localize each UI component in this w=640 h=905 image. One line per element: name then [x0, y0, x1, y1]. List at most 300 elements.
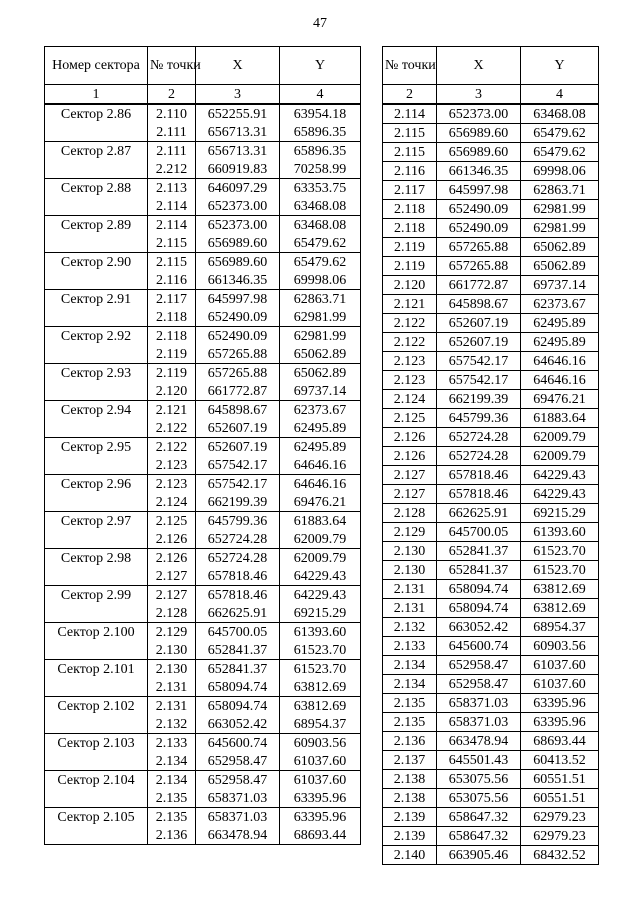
- table-row: [383, 181, 599, 200]
- table-row: [45, 604, 361, 623]
- sector-cell: [45, 493, 148, 512]
- table-row: [45, 104, 361, 123]
- point-cell: 2.116: [383, 162, 437, 181]
- table-row: [45, 123, 361, 142]
- point-cell: 2.134: [383, 656, 437, 675]
- sector-cell: Сектор 2.89: [45, 216, 148, 235]
- point-cell: 2.123: [383, 352, 437, 371]
- point-cell: 2.137: [383, 751, 437, 770]
- point-cell: 2.136: [148, 826, 196, 845]
- x-cell: 652490.09: [196, 308, 280, 327]
- point-cell: 2.131: [148, 697, 196, 716]
- y-cell: 62863.71: [521, 181, 599, 200]
- point-cell: 2.121: [383, 295, 437, 314]
- sector-cell: Сектор 2.105: [45, 808, 148, 827]
- point-cell: 2.127: [383, 466, 437, 485]
- table-row: [45, 641, 361, 660]
- point-cell: 2.130: [148, 641, 196, 660]
- table-row: [383, 599, 599, 618]
- y-cell: 69998.06: [280, 271, 361, 290]
- table-row: [45, 234, 361, 253]
- x-cell: 663905.46: [437, 846, 521, 865]
- table-row: [383, 295, 599, 314]
- x-cell: 657265.88: [196, 345, 280, 364]
- y-cell: 62009.79: [521, 428, 599, 447]
- y-cell: 69215.29: [280, 604, 361, 623]
- x-cell: 657818.46: [437, 485, 521, 504]
- point-cell: 2.135: [148, 808, 196, 827]
- table-row: [45, 401, 361, 420]
- point-cell: 2.131: [383, 580, 437, 599]
- y-cell: 64646.16: [280, 475, 361, 494]
- sector-cell: [45, 308, 148, 327]
- table-row: [45, 826, 361, 845]
- point-cell: 2.128: [148, 604, 196, 623]
- y-cell: 64646.16: [521, 371, 599, 390]
- y-cell: 65062.89: [280, 364, 361, 383]
- header-y: Y: [521, 47, 599, 85]
- header-col-number: 2: [383, 85, 437, 105]
- y-cell: 61523.70: [521, 561, 599, 580]
- y-cell: 64229.43: [521, 485, 599, 504]
- y-cell: 65896.35: [280, 123, 361, 142]
- table-row: [45, 808, 361, 827]
- x-cell: 652373.00: [437, 104, 521, 124]
- sector-cell: Сектор 2.102: [45, 697, 148, 716]
- header-x: X: [437, 47, 521, 85]
- y-cell: 62373.67: [280, 401, 361, 420]
- y-cell: 68954.37: [280, 715, 361, 734]
- sector-cell: Сектор 2.86: [45, 104, 148, 123]
- y-cell: 60551.51: [521, 770, 599, 789]
- x-cell: 658371.03: [437, 694, 521, 713]
- point-cell: 2.130: [383, 542, 437, 561]
- point-cell: 2.139: [383, 808, 437, 827]
- y-cell: 62495.89: [280, 419, 361, 438]
- x-cell: 662199.39: [196, 493, 280, 512]
- y-cell: 60413.52: [521, 751, 599, 770]
- point-cell: 2.123: [383, 371, 437, 390]
- point-cell: 2.129: [383, 523, 437, 542]
- y-cell: 65062.89: [521, 238, 599, 257]
- x-cell: 652607.19: [437, 314, 521, 333]
- point-cell: 2.118: [383, 219, 437, 238]
- point-cell: 2.113: [148, 179, 196, 198]
- y-cell: 63468.08: [280, 216, 361, 235]
- sector-cell: [45, 345, 148, 364]
- point-cell: 2.127: [148, 567, 196, 586]
- table-row: [45, 771, 361, 790]
- y-cell: 63812.69: [280, 678, 361, 697]
- x-cell: 662625.91: [196, 604, 280, 623]
- point-cell: 2.120: [383, 276, 437, 295]
- x-cell: 653075.56: [437, 770, 521, 789]
- table-row: [383, 143, 599, 162]
- y-cell: 61883.64: [521, 409, 599, 428]
- x-cell: 656989.60: [437, 143, 521, 162]
- point-cell: 2.122: [383, 333, 437, 352]
- point-cell: 2.135: [148, 789, 196, 808]
- x-cell: 657265.88: [437, 257, 521, 276]
- point-cell: 2.126: [383, 428, 437, 447]
- header-col-number: 4: [521, 85, 599, 105]
- sector-cell: [45, 419, 148, 438]
- table-row: [45, 253, 361, 272]
- y-cell: 62981.99: [280, 308, 361, 327]
- x-cell: 658094.74: [437, 599, 521, 618]
- point-cell: 2.124: [148, 493, 196, 512]
- y-cell: 63395.96: [521, 694, 599, 713]
- table-row: [45, 530, 361, 549]
- x-cell: 645600.74: [437, 637, 521, 656]
- y-cell: 62979.23: [521, 808, 599, 827]
- table-row: [45, 715, 361, 734]
- table-row: [45, 567, 361, 586]
- y-cell: 63812.69: [521, 599, 599, 618]
- table-row: [45, 308, 361, 327]
- x-cell: 657542.17: [196, 456, 280, 475]
- x-cell: 652373.00: [196, 216, 280, 235]
- table-row: [45, 382, 361, 401]
- sector-cell: Сектор 2.93: [45, 364, 148, 383]
- sector-cell: [45, 641, 148, 660]
- table-row: [45, 179, 361, 198]
- point-cell: 2.131: [148, 678, 196, 697]
- x-cell: 652841.37: [437, 542, 521, 561]
- sector-cell: Сектор 2.88: [45, 179, 148, 198]
- y-cell: 64646.16: [521, 352, 599, 371]
- sector-cell: [45, 382, 148, 401]
- y-cell: 61523.70: [280, 641, 361, 660]
- point-cell: 2.115: [148, 234, 196, 253]
- point-cell: 2.115: [383, 143, 437, 162]
- x-cell: 662199.39: [437, 390, 521, 409]
- table-row: [45, 678, 361, 697]
- y-cell: 62981.99: [521, 219, 599, 238]
- x-cell: 652958.47: [196, 771, 280, 790]
- y-cell: 61523.70: [521, 542, 599, 561]
- x-cell: 645799.36: [437, 409, 521, 428]
- sector-cell: Сектор 2.103: [45, 734, 148, 753]
- point-cell: 2.127: [383, 485, 437, 504]
- point-cell: 2.134: [383, 675, 437, 694]
- sector-cell: Сектор 2.87: [45, 142, 148, 161]
- y-cell: 68954.37: [521, 618, 599, 637]
- table-row: [383, 694, 599, 713]
- table-row: [383, 542, 599, 561]
- y-cell: 65479.62: [280, 253, 361, 272]
- table-row: [383, 732, 599, 751]
- table-row: [383, 504, 599, 523]
- x-cell: 652724.28: [437, 447, 521, 466]
- point-cell: 2.129: [148, 623, 196, 642]
- table-row: [383, 618, 599, 637]
- y-cell: 62009.79: [280, 530, 361, 549]
- table-row: [45, 197, 361, 216]
- table-row: [383, 219, 599, 238]
- y-cell: 62495.89: [280, 438, 361, 457]
- header-point: № точки: [383, 47, 437, 85]
- table-row: [383, 104, 599, 124]
- sector-cell: [45, 567, 148, 586]
- point-cell: 2.116: [148, 271, 196, 290]
- table-row: [45, 475, 361, 494]
- x-cell: 652724.28: [196, 530, 280, 549]
- y-cell: 62863.71: [280, 290, 361, 309]
- point-cell: 2.115: [383, 124, 437, 143]
- point-cell: 2.125: [148, 512, 196, 531]
- y-cell: 60903.56: [280, 734, 361, 753]
- x-cell: 661772.87: [437, 276, 521, 295]
- y-cell: 63395.96: [280, 808, 361, 827]
- y-cell: 69215.29: [521, 504, 599, 523]
- x-cell: 657265.88: [437, 238, 521, 257]
- table-row: [383, 656, 599, 675]
- x-cell: 663052.42: [437, 618, 521, 637]
- sector-cell: Сектор 2.91: [45, 290, 148, 309]
- x-cell: 661772.87: [196, 382, 280, 401]
- x-cell: 661346.35: [196, 271, 280, 290]
- x-cell: 645799.36: [196, 512, 280, 531]
- x-cell: 652607.19: [196, 438, 280, 457]
- sector-cell: [45, 234, 148, 253]
- sector-cell: [45, 826, 148, 845]
- y-cell: 62495.89: [521, 333, 599, 352]
- header-col-number: 1: [45, 85, 148, 105]
- point-cell: 2.133: [148, 734, 196, 753]
- table-row: [45, 438, 361, 457]
- y-cell: 62979.23: [521, 827, 599, 846]
- sector-cell: [45, 604, 148, 623]
- x-cell: 658371.03: [196, 789, 280, 808]
- sector-cell: Сектор 2.101: [45, 660, 148, 679]
- point-cell: 2.111: [148, 123, 196, 142]
- table-row: [383, 352, 599, 371]
- x-cell: 658094.74: [196, 697, 280, 716]
- x-cell: 657542.17: [437, 352, 521, 371]
- x-cell: 663052.42: [196, 715, 280, 734]
- point-cell: 2.123: [148, 475, 196, 494]
- header-x: X: [196, 47, 280, 85]
- point-cell: 2.132: [383, 618, 437, 637]
- y-cell: 68693.44: [280, 826, 361, 845]
- point-cell: 2.114: [383, 104, 437, 124]
- table-row: [45, 456, 361, 475]
- point-cell: 2.135: [383, 694, 437, 713]
- point-cell: 2.119: [148, 364, 196, 383]
- table-row: [383, 789, 599, 808]
- x-cell: 657818.46: [196, 586, 280, 605]
- x-cell: 652607.19: [437, 333, 521, 352]
- table-row: [383, 580, 599, 599]
- table-row: [383, 333, 599, 352]
- table-row: [383, 846, 599, 865]
- point-cell: 2.212: [148, 160, 196, 179]
- x-cell: 657265.88: [196, 364, 280, 383]
- x-cell: 645898.67: [196, 401, 280, 420]
- table-row: [383, 751, 599, 770]
- sector-cell: Сектор 2.99: [45, 586, 148, 605]
- point-cell: 2.118: [383, 200, 437, 219]
- y-cell: 61037.60: [521, 656, 599, 675]
- point-cell: 2.126: [148, 530, 196, 549]
- sector-cell: [45, 456, 148, 475]
- table-row: [383, 675, 599, 694]
- x-cell: 658371.03: [196, 808, 280, 827]
- x-cell: 652490.09: [437, 219, 521, 238]
- point-cell: 2.120: [148, 382, 196, 401]
- y-cell: 61523.70: [280, 660, 361, 679]
- page-number: 47: [313, 16, 327, 31]
- x-cell: 657818.46: [196, 567, 280, 586]
- point-cell: 2.130: [148, 660, 196, 679]
- table-row: [45, 697, 361, 716]
- y-cell: 64646.16: [280, 456, 361, 475]
- y-cell: 63812.69: [521, 580, 599, 599]
- sector-cell: [45, 752, 148, 771]
- point-cell: 2.117: [383, 181, 437, 200]
- point-cell: 2.124: [383, 390, 437, 409]
- x-cell: 652841.37: [196, 641, 280, 660]
- sector-cell: Сектор 2.104: [45, 771, 148, 790]
- table-row: [383, 637, 599, 656]
- y-cell: 69737.14: [521, 276, 599, 295]
- point-cell: 2.126: [383, 447, 437, 466]
- header-y: Y: [280, 47, 361, 85]
- sector-cell: [45, 271, 148, 290]
- table-row: [383, 428, 599, 447]
- y-cell: 61883.64: [280, 512, 361, 531]
- y-cell: 69476.21: [280, 493, 361, 512]
- point-cell: 2.119: [383, 257, 437, 276]
- table-row: [383, 409, 599, 428]
- point-cell: 2.128: [383, 504, 437, 523]
- point-cell: 2.127: [148, 586, 196, 605]
- x-cell: 652958.47: [437, 675, 521, 694]
- y-cell: 63395.96: [521, 713, 599, 732]
- x-cell: 653075.56: [437, 789, 521, 808]
- y-cell: 62495.89: [521, 314, 599, 333]
- y-cell: 62009.79: [521, 447, 599, 466]
- table-row: [383, 466, 599, 485]
- point-cell: 2.138: [383, 770, 437, 789]
- y-cell: 69476.21: [521, 390, 599, 409]
- table-row: [383, 808, 599, 827]
- x-cell: 646097.29: [196, 179, 280, 198]
- point-cell: 2.118: [148, 308, 196, 327]
- header-col-number: 2: [148, 85, 196, 105]
- y-cell: 65062.89: [521, 257, 599, 276]
- point-cell: 2.134: [148, 752, 196, 771]
- x-cell: 645700.05: [437, 523, 521, 542]
- point-cell: 2.130: [383, 561, 437, 580]
- x-cell: 658647.32: [437, 808, 521, 827]
- y-cell: 63812.69: [280, 697, 361, 716]
- header-col-number: 3: [196, 85, 280, 105]
- sector-cell: Сектор 2.97: [45, 512, 148, 531]
- x-cell: 657818.46: [437, 466, 521, 485]
- sector-cell: [45, 530, 148, 549]
- point-cell: 2.133: [383, 637, 437, 656]
- x-cell: 652490.09: [196, 327, 280, 346]
- table-row: [45, 660, 361, 679]
- y-cell: 62009.79: [280, 549, 361, 568]
- x-cell: 645997.98: [437, 181, 521, 200]
- table-row: [383, 523, 599, 542]
- y-cell: 61037.60: [280, 752, 361, 771]
- table-row: [383, 257, 599, 276]
- y-cell: 63954.18: [280, 104, 361, 123]
- y-cell: 64229.43: [521, 466, 599, 485]
- y-cell: 65062.89: [280, 345, 361, 364]
- point-cell: 2.118: [148, 327, 196, 346]
- point-cell: 2.119: [383, 238, 437, 257]
- x-cell: 652607.19: [196, 419, 280, 438]
- point-cell: 2.111: [148, 142, 196, 161]
- point-cell: 2.119: [148, 345, 196, 364]
- x-cell: 662625.91: [437, 504, 521, 523]
- y-cell: 63395.96: [280, 789, 361, 808]
- point-cell: 2.115: [148, 253, 196, 272]
- sector-cell: [45, 789, 148, 808]
- x-cell: 661346.35: [437, 162, 521, 181]
- point-cell: 2.134: [148, 771, 196, 790]
- x-cell: 656713.31: [196, 123, 280, 142]
- point-cell: 2.136: [383, 732, 437, 751]
- table-row: [45, 549, 361, 568]
- point-cell: 2.131: [383, 599, 437, 618]
- point-cell: 2.140: [383, 846, 437, 865]
- x-cell: 652841.37: [437, 561, 521, 580]
- y-cell: 61037.60: [280, 771, 361, 790]
- y-cell: 62981.99: [521, 200, 599, 219]
- x-cell: 656989.60: [196, 253, 280, 272]
- y-cell: 68693.44: [521, 732, 599, 751]
- x-cell: 660919.83: [196, 160, 280, 179]
- sector-cell: Сектор 2.95: [45, 438, 148, 457]
- table-row: [383, 314, 599, 333]
- sector-cell: Сектор 2.98: [45, 549, 148, 568]
- x-cell: 652373.00: [196, 197, 280, 216]
- table-row: [383, 447, 599, 466]
- table-row: [383, 238, 599, 257]
- table-row: [45, 216, 361, 235]
- sector-cell: Сектор 2.92: [45, 327, 148, 346]
- point-cell: 2.114: [148, 197, 196, 216]
- table-row: [45, 160, 361, 179]
- sector-coordinates-table: [44, 46, 361, 845]
- header-col-number: 4: [280, 85, 361, 105]
- header-col-number: 3: [437, 85, 521, 105]
- table-row: [45, 419, 361, 438]
- x-cell: 658371.03: [437, 713, 521, 732]
- y-cell: 61393.60: [521, 523, 599, 542]
- x-cell: 652724.28: [196, 549, 280, 568]
- header-point: № точки: [148, 47, 196, 85]
- point-cell: 2.138: [383, 789, 437, 808]
- y-cell: 69998.06: [521, 162, 599, 181]
- point-cell: 2.139: [383, 827, 437, 846]
- sector-cell: [45, 123, 148, 142]
- y-cell: 65479.62: [521, 143, 599, 162]
- y-cell: 65479.62: [521, 124, 599, 143]
- y-cell: 70258.99: [280, 160, 361, 179]
- table-row: [383, 276, 599, 295]
- x-cell: 663478.94: [196, 826, 280, 845]
- y-cell: 64229.43: [280, 586, 361, 605]
- sector-cell: Сектор 2.90: [45, 253, 148, 272]
- point-cell: 2.132: [148, 715, 196, 734]
